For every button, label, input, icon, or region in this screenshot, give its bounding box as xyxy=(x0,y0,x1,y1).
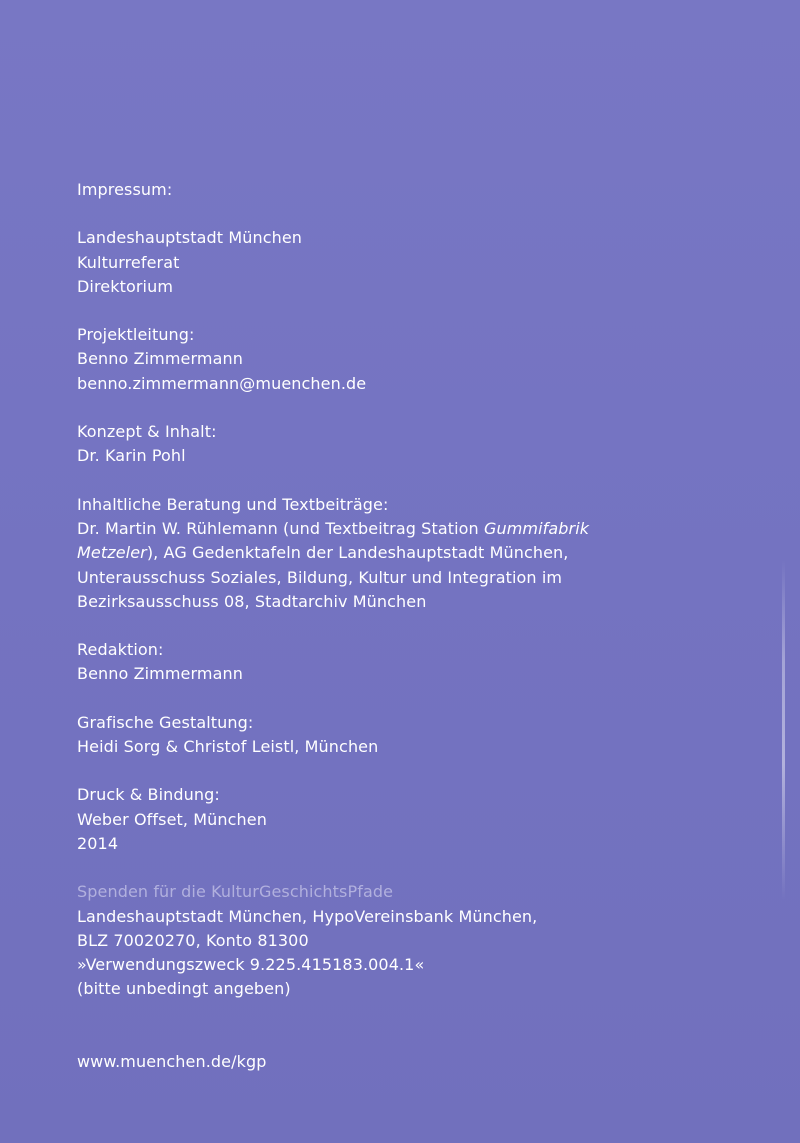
beratung-station-name-part2: Metzeler xyxy=(77,543,147,563)
beratung-line-1-prefix: Dr. Martin W. Rühlemann (und Textbeitrag Station xyxy=(77,518,484,538)
druck-heading: Druck & Bindung: xyxy=(77,785,220,805)
impressum-heading: Impressum: xyxy=(77,180,173,199)
spenden-section xyxy=(77,880,767,1001)
spenden-heading: Spenden für die KulturGeschichtsPfade xyxy=(77,882,394,902)
projektleitung-name: Benno Zimmermann xyxy=(77,349,243,369)
konzept-section xyxy=(77,420,767,469)
spenden-line: »Verwendungszweck 9.225.415183.004.1« xyxy=(77,955,425,975)
beratung-line-3: Unterausschuss Soziales, Bildung, Kultur und Integration im xyxy=(77,567,563,587)
redaktion-heading: Redaktion: xyxy=(77,640,164,660)
konzept-name: Dr. Karin Pohl xyxy=(77,446,186,466)
publisher-line: Landeshauptstadt München xyxy=(77,228,303,248)
publisher-line: Direktorium xyxy=(77,276,174,296)
paper-fold-mark xyxy=(782,560,785,900)
druck-year: 2014 xyxy=(77,833,119,853)
imprint-text xyxy=(77,178,767,1074)
beratung-section xyxy=(77,493,767,614)
spenden-line: (bitte unbedingt angeben) xyxy=(77,979,291,999)
gestaltung-heading: Grafische Gestaltung: xyxy=(77,712,254,732)
druck-company: Weber Offset, München xyxy=(77,809,267,829)
publisher-section xyxy=(77,226,767,299)
projektleitung-section xyxy=(77,323,767,396)
publisher-line: Kulturreferat xyxy=(77,252,180,272)
beratung-line-2-suffix: ), AG Gedenktafeln der Landeshauptstadt München, xyxy=(146,543,569,563)
spenden-line: Landeshauptstadt München, HypoVereinsbank München, xyxy=(77,906,538,926)
beratung-line-1 xyxy=(77,517,767,541)
beratung-station-name-part1: Gummifabrik xyxy=(483,518,590,538)
konzept-heading: Konzept & Inhalt: xyxy=(77,422,217,442)
spenden-line: BLZ 70020270, Konto 81300 xyxy=(77,930,309,950)
beratung-line-4: Bezirksausschuss 08, Stadtarchiv München xyxy=(77,591,427,611)
website-section xyxy=(77,1050,767,1074)
beratung-line-2 xyxy=(77,541,767,565)
druck-section xyxy=(77,783,767,856)
redaktion-name: Benno Zimmermann xyxy=(77,664,243,684)
beratung-heading: Inhaltliche Beratung und Textbeiträge: xyxy=(77,494,389,514)
gestaltung-names: Heidi Sorg & Christof Leistl, München xyxy=(77,737,379,757)
website-url: www.muenchen.de/kgp xyxy=(77,1051,267,1071)
impressum-section xyxy=(77,178,767,202)
redaktion-section xyxy=(77,638,767,687)
gestaltung-section xyxy=(77,711,767,760)
projektleitung-heading: Projektleitung: xyxy=(77,325,195,345)
projektleitung-email: benno.zimmermann@muenchen.de xyxy=(77,373,367,393)
